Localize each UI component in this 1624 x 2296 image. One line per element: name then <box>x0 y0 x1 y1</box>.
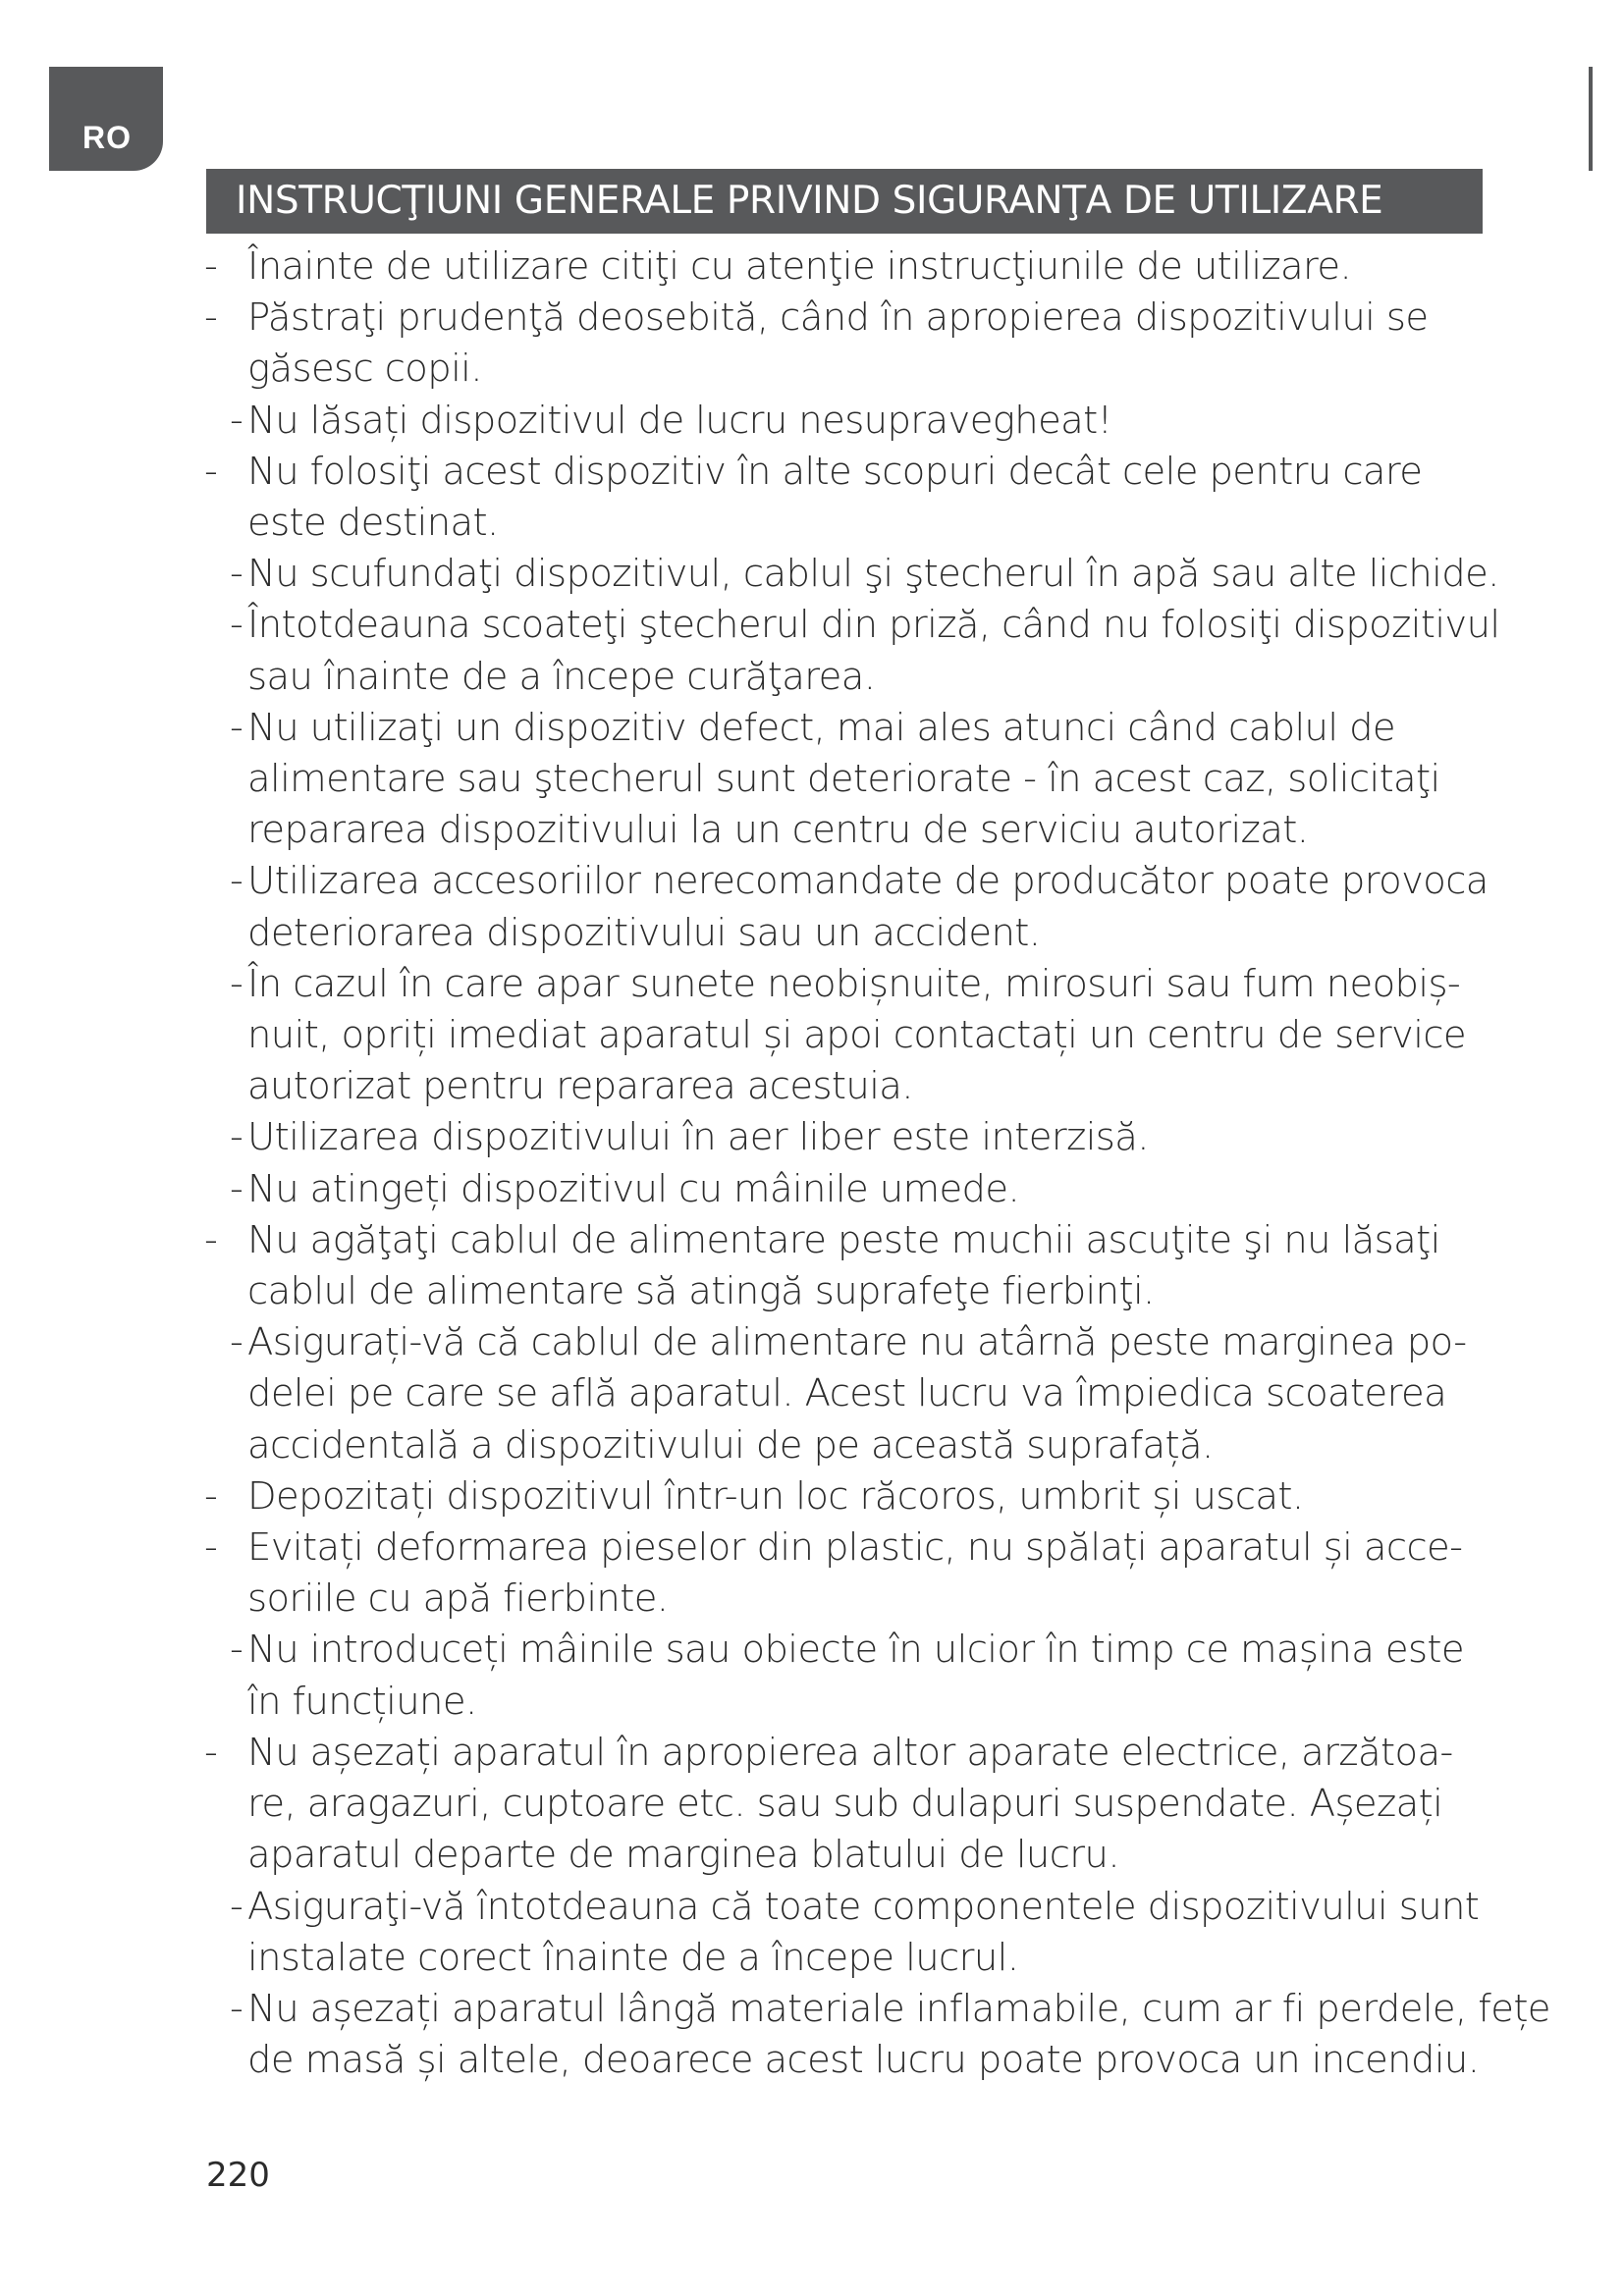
instruction-line: - Nu așezați aparatul în apropierea altor aparate electrice, arzătoa- <box>247 1730 1453 1775</box>
instruction-item <box>0 1112 1624 1163</box>
instruction-item <box>0 1625 1624 1727</box>
instruction-line: de masă și altele, deoarece acest lucru poate provoca un incendiu. <box>247 2038 1480 2083</box>
instruction-line: - Asigurați-vă că cablul de alimentare nu atârnă peste marginea po- <box>247 1320 1467 1365</box>
instruction-line: este destinat. <box>247 501 499 546</box>
instruction-item <box>0 1471 1624 1522</box>
instruction-line: - Nu lăsați dispozitivul de lucru nesupravegheat! <box>247 398 1112 443</box>
instruction-line: - Evitați deformarea pieselor din plastic, nu spălați aparatul și acce- <box>247 1525 1463 1571</box>
instruction-line: - Utilizarea accesoriilor nerecomandate de producător poate provoca <box>247 859 1489 904</box>
instruction-item <box>0 703 1624 857</box>
safety-instructions-list <box>0 241 1624 2086</box>
instruction-item <box>0 1984 1624 2086</box>
instruction-item <box>0 1728 1624 1882</box>
instruction-line: - Nu utilizaţi un dispozitiv defect, mai ales atunci când cablul de <box>247 705 1395 750</box>
instruction-line: soriile cu apă fierbinte. <box>247 1576 669 1622</box>
instruction-line: - Nu așezați aparatul lângă materiale inflamabile, cum ar fi perdele, fețe <box>247 1986 1550 2031</box>
instruction-item <box>0 1882 1624 1984</box>
instruction-line: instalate corect înainte de a începe lucrul. <box>247 1935 1019 1980</box>
instruction-line: găsesc copii. <box>247 347 482 392</box>
instruction-item <box>0 241 1624 293</box>
instruction-item <box>0 1164 1624 1215</box>
instruction-line: aparatul departe de marginea blatului de lucru. <box>247 1833 1119 1878</box>
instruction-line: delei pe care se află aparatul. Acest lucru va împiedica scoaterea <box>247 1371 1447 1416</box>
instruction-item <box>0 600 1624 702</box>
instruction-line: alimentare sau ştecherul sunt deteriorate - în acest caz, solicitaţi <box>247 757 1440 802</box>
instruction-item <box>0 447 1624 549</box>
instruction-line: - Asiguraţi-vă întotdeauna că toate componentele dispozitivului sunt <box>247 1884 1480 1929</box>
language-tab: RO <box>49 67 163 171</box>
instruction-item <box>0 1215 1624 1317</box>
instruction-line: nuit, opriți imediat aparatul și apoi contactați un centru de service <box>247 1013 1466 1058</box>
instruction-line: - Nu introduceți mâinile sau obiecte în ulcior în timp ce mașina este <box>247 1628 1464 1673</box>
section-heading: INSTRUCŢIUNI GENERALE PRIVIND SIGURANŢA DE UTILIZARE <box>206 169 1483 234</box>
instruction-item <box>0 396 1624 447</box>
instruction-line: în funcțiune. <box>247 1679 477 1724</box>
page-edge-marker <box>1589 67 1593 171</box>
instruction-item <box>0 959 1624 1113</box>
instruction-line: sau înainte de a începe curăţarea. <box>247 654 876 699</box>
instruction-line: - Nu agăţaţi cablul de alimentare peste muchii ascuţite şi nu lăsaţi <box>247 1217 1440 1262</box>
instruction-item <box>0 293 1624 395</box>
instruction-line: - Nu atingeți dispozitivul cu mâinile umede. <box>247 1166 1020 1211</box>
instruction-line: - În cazul în care apar sunete neobișnuite, mirosuri sau fum neobiș- <box>247 961 1461 1006</box>
instruction-line: - Nu scufundaţi dispozitivul, cablul şi ştecherul în apă sau alte lichide. <box>247 552 1499 597</box>
instruction-line: repararea dispozitivului la un centru de serviciu autorizat. <box>247 808 1309 853</box>
instruction-item <box>0 856 1624 958</box>
instruction-line: autorizat pentru repararea acestuia. <box>247 1064 913 1109</box>
instruction-line: - Nu folosiţi acest dispozitiv în alte scopuri decât cele pentru care <box>247 449 1423 494</box>
instruction-item <box>0 1317 1624 1471</box>
instruction-item <box>0 1522 1624 1625</box>
instruction-line: - Înainte de utilizare citiţi cu atenţie instrucţiunile de utilizare. <box>247 244 1352 289</box>
instruction-line: - Depozitați dispozitivul într-un loc răcoros, umbrit și uscat. <box>247 1473 1304 1519</box>
instruction-item <box>0 549 1624 600</box>
instruction-line: accidentală a dispozitivului de pe această suprafață. <box>247 1422 1214 1468</box>
page-number: 220 <box>206 2156 270 2195</box>
instruction-line: re, aragazuri, cuptoare etc. sau sub dulapuri suspendate. Așezați <box>247 1782 1443 1827</box>
instruction-line: - Utilizarea dispozitivului în aer liber este interzisă. <box>247 1115 1149 1160</box>
instruction-line: deteriorarea dispozitivului sau un accident. <box>247 910 1041 955</box>
instruction-line: cablul de alimentare să atingă suprafeţe fierbinţi. <box>247 1269 1155 1314</box>
instruction-line: - Întotdeauna scoateţi ştecherul din priză, când nu folosiţi dispozitivul <box>247 603 1500 648</box>
instruction-line: - Păstraţi prudenţă deosebită, când în apropierea dispozitivului se <box>247 295 1429 341</box>
